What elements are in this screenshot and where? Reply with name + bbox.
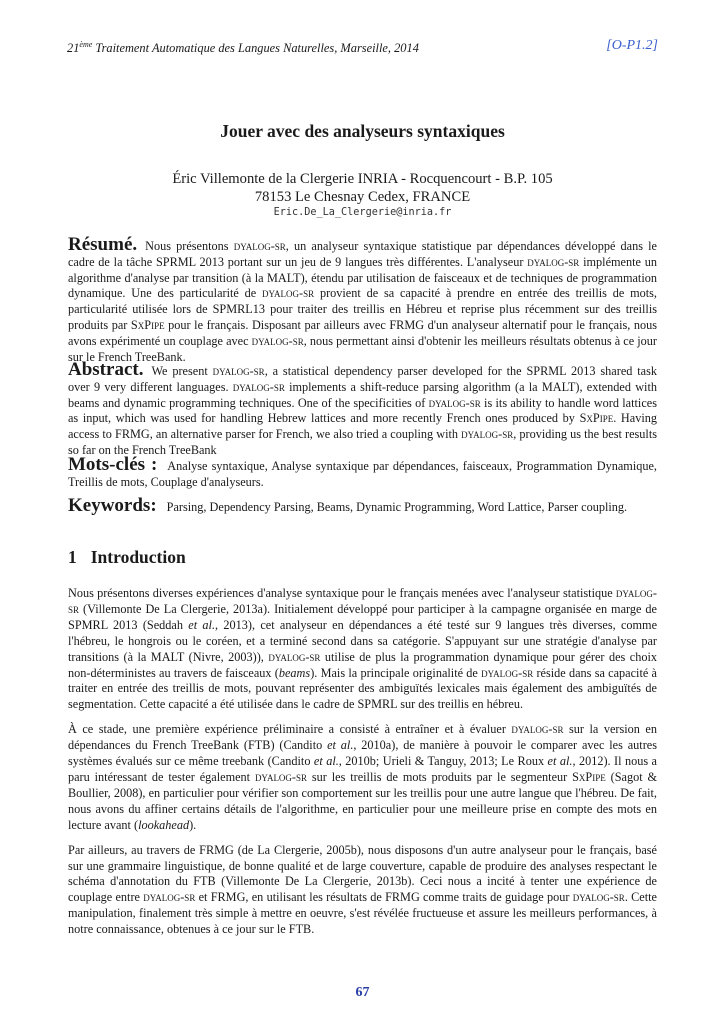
intro-paragraph-3: Par ailleurs, au travers de FRMG (de La Clergerie, 2005b), nous disposons d'un autre analyseur pour le français, basé sur une grammaire linguistique, de bonne qualité et de large couverture, capable de produire des analyses respectant le schéma d'annotation du FTB (Villemonte De La Clergerie, 2013b). Ceci nous a incité à tenter une expérience de couplage entre dyalog-sr et FRMG, en utilisant les résultats de FRMG comme traits de guidage pour dyalog-sr. Cette manipulation, finalement très simple à mettre en oeuvre, s'est révélée fructueuse et assure les meilleurs performances, à notre connaissance, obtenues à ce jour sur le FTB.	[68, 842, 657, 937]
intro-paragraph-1: Nous présentons diverses expériences d'analyse syntaxique pour le français menées avec l'analyseur statistique dyalog-sr (Villemonte De La Clergerie, 2013a). Initialement développé pour participer à la campagne organisée en marge de SPMRL 2013 (Seddah et al., 2013), cet analyseur en dépendances a été testé sur 9 langues très diverses, comme l'hébreu, le hongrois ou le coréen, et a terminé second dans sa catégorie. S'appuyant sur une stratégie d'analyse par transitions (à la MALT (Nivre, 2003)), dyalog-sr utilise de plus la programmation dynamique pour gérer des choix non-déterministes au travers de faisceaux (beams). Mais la principale originalité de dyalog-sr réside dans sa capacité à traiter en entrée des treillis de mots, pouvant représenter des ambiguïtés lexicales mais également des ambiguïtés de segmentation. Cette capacité a été utilisée dans le cadre de SPMRL sur des treillis en hébreu.	[68, 586, 658, 712]
keywords-paragraph	[68, 495, 657, 516]
keywords-text: Parsing, Dependency Parsing, Beams, Dynamic Programming, Word Lattice, Parser coupling.	[166, 500, 628, 514]
intro-paragraph-2: À ce stade, une première expérience préliminaire a consisté à entraîner et à évaluer dyalog-sr sur la version en dépendances du French TreeBank (FTB) (Candito et al., 2010a), de manière à pouvoir le comparer avec les autres systèmes évalués sur ce même treebank (Candito et al., 2010b; Urieli & Tanguy, 2013; Le Roux et al., 2012). Il nous a paru intéressant de tester également dyalog-sr sur les treillis de mots produits par le segmenteur SxPipe (Sagot & Boullier, 2008), en particulier pour vérifier son comportement sur les treillis pour une autre langue que l'hébreu. De fait, nous avons du affiner certains détails de l'algorithme, en particulier pour une meilleure prise en compte des mots en lecture avant (lookahead).	[68, 722, 658, 832]
paper-title: Jouer avec des analyseurs syntaxiques	[220, 121, 505, 141]
page-number: 67	[355, 985, 370, 1000]
motscles-paragraph	[68, 454, 657, 491]
paper-code: [O-P1.2]	[606, 38, 658, 53]
section-title: Introduction	[90, 547, 186, 567]
introduction-body	[68, 586, 657, 947]
conference-name: 21ème Traitement Automatique des Langues Naturelles, Marseille, 2014	[67, 40, 419, 56]
abstract-heading: Abstract.	[68, 359, 144, 380]
section-heading	[68, 547, 186, 568]
author-block	[0, 170, 725, 206]
resume-paragraph: Résumé. Nous présentons dyalog-sr, un analyseur syntaxique statistique par dépendances développé dans le cadre de la tâche SPRML 2013 portant sur un jeu de 9 langues très différentes. L'analyseur dyalog-sr implémente un algorithme d'analyse par transition (à la MALT), étendu par utilisation de faisceaux et de techniques de programmation dynamique. Une des particularité de dyalog-sr provient de sa capacité à prendre en entrée des treillis de mots, particularité utilisée lors de SPMRL13 pour traiter des treillis en Hébreu et reprise plus récemment sur des treillis produits par SxPipe pour le français. Disposant par ailleurs avec FRMG d'un analyseur alternatif pour le français, nous avons expérimenté un couplage avec dyalog-sr, nous permettant ainsi d'obtenir les meilleurs résultats obtenus à ce jour sur le French TreeBank.	[68, 234, 658, 364]
abstract-paragraph: Abstract. We present dyalog-sr, a statistical dependency parser developed for the SPRML 2013 shared task over 9 very different languages. dyalog-sr implements a shift-reduce parsing algorithm (a la MALT), extended with beams and dynamic programming techniques. One of the specificities of dyalog-sr is its ability to handle word lattices as input, which was used for handling Hebrew lattices and more recently French ones produced by SxPipe. Having access to FRMG, an alternative parser for French, we also tried a coupling with dyalog-sr, providing us the best results so far on the French TreeBank	[68, 359, 658, 457]
motscles-heading: Mots-clés :	[68, 454, 158, 475]
author-address: 78153 Le Chesnay Cedex, FRANCE	[254, 189, 471, 205]
keywords-heading: Keywords:	[68, 495, 157, 516]
section-number: 1	[68, 547, 77, 567]
motscles-text: Analyse syntaxique, Analyse syntaxique par dépendances, faisceaux, Programmation Dynamique, Treillis de mots, Couplage d'analyseurs.	[68, 459, 657, 489]
author-affiliation: Éric Villemonte de la Clergerie INRIA - Rocquencourt - B.P. 105	[172, 171, 553, 187]
running-header	[67, 38, 658, 56]
resume-heading: Résumé.	[68, 234, 138, 255]
author-email: Eric.De_La_Clergerie@inria.fr	[273, 207, 452, 218]
